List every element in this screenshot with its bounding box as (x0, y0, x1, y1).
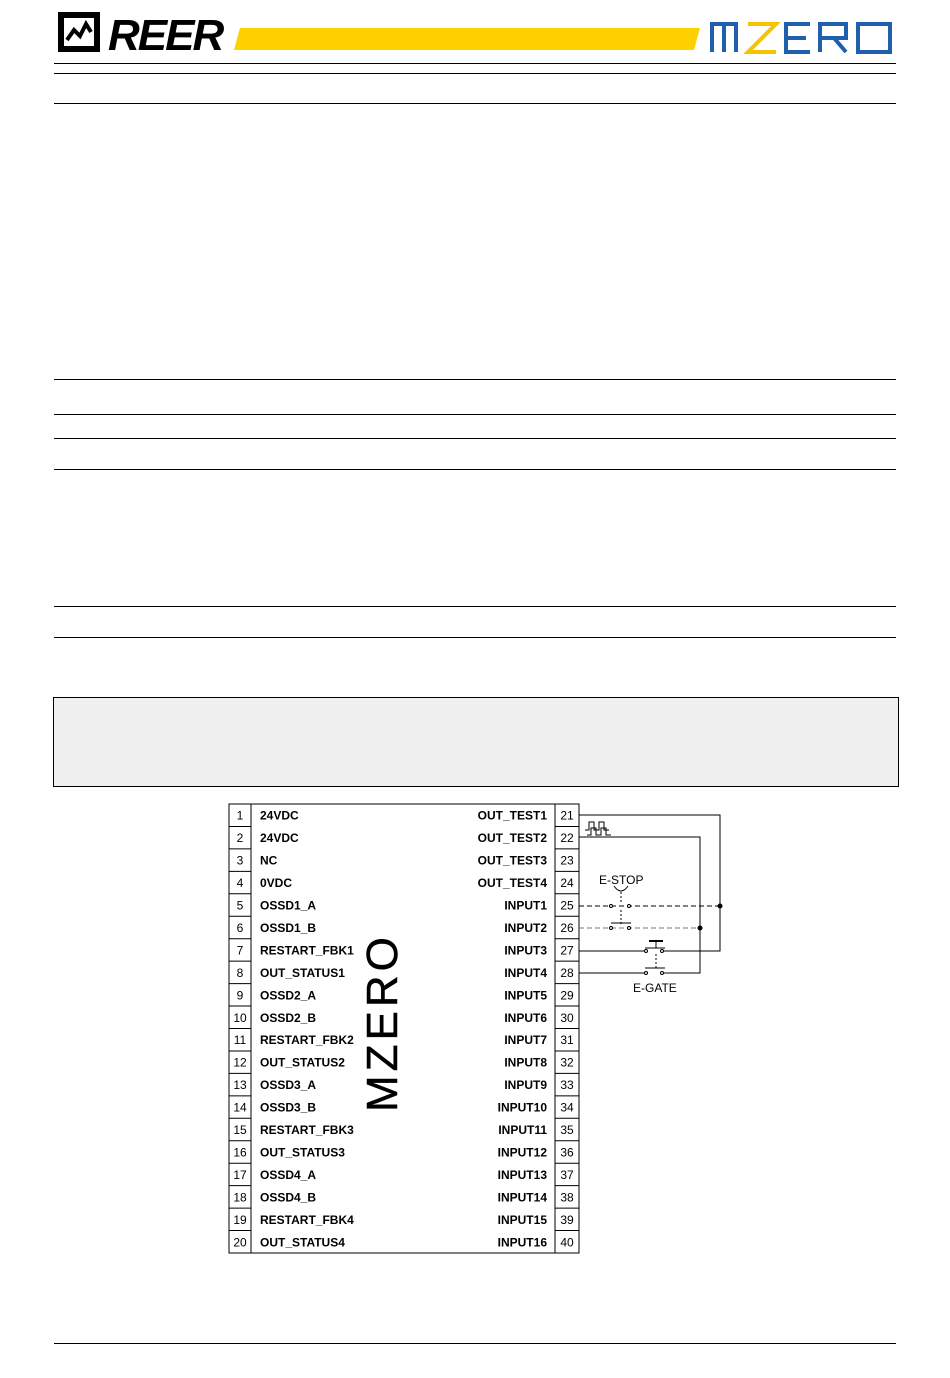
terminal-label: INPUT5 (504, 988, 547, 1003)
note-box (53, 697, 899, 787)
terminal-number: 36 (560, 1145, 574, 1160)
terminal-number: 31 (560, 1033, 574, 1048)
terminal-number: 27 (560, 943, 574, 958)
terminal-label: OUT_TEST1 (477, 808, 547, 823)
egate-label: E-GATE (633, 981, 677, 995)
junction-dot (698, 926, 703, 931)
terminal-label: 0VDC (260, 876, 293, 891)
header-band (234, 28, 700, 50)
terminal-number: 28 (560, 965, 574, 980)
terminal-label: OSSD2_A (260, 988, 317, 1003)
terminal-number: 10 (233, 1010, 247, 1025)
terminal-label: 24VDC (260, 808, 299, 823)
terminal-label: INPUT12 (497, 1145, 547, 1160)
terminal-number: 16 (233, 1145, 247, 1160)
terminal-number: 32 (560, 1055, 574, 1070)
terminal-label: RESTART_FBK2 (260, 1033, 354, 1048)
terminal-label: OUT_STATUS4 (260, 1235, 345, 1250)
table-rule (54, 469, 896, 470)
terminal-label: OUT_STATUS2 (260, 1055, 345, 1070)
footer-rule (54, 1343, 896, 1344)
egate-switch-icon (645, 941, 666, 975)
terminal-number: 29 (560, 988, 574, 1003)
junction-dot (718, 904, 723, 909)
terminal-number: 1 (236, 808, 244, 823)
wiring-diagram (225, 800, 735, 1260)
terminal-number: 11 (233, 1033, 247, 1048)
terminal-number: 7 (236, 943, 244, 958)
table-rule (54, 438, 896, 439)
header-rule-bottom (54, 73, 896, 74)
terminal-number: 15 (233, 1123, 247, 1138)
terminal-label: INPUT15 (497, 1212, 547, 1227)
terminal-label: OSSD4_A (260, 1167, 317, 1182)
terminal-number: 17 (233, 1167, 247, 1182)
terminal-label: INPUT10 (497, 1100, 547, 1115)
terminal-label: INPUT8 (504, 1055, 547, 1070)
terminal-label: OSSD1_A (260, 898, 317, 913)
mzero-vertical-logo (358, 933, 407, 1112)
wire-out-test2 (579, 837, 700, 973)
terminal-label: RESTART_FBK3 (260, 1123, 354, 1138)
terminal-label: INPUT9 (504, 1078, 547, 1093)
terminal-label: INPUT2 (504, 920, 547, 935)
table-rule (54, 103, 896, 104)
terminal-label: INPUT7 (504, 1033, 547, 1048)
terminal-label: INPUT14 (497, 1190, 547, 1205)
terminal-number: 39 (560, 1212, 574, 1227)
terminal-number: 30 (560, 1010, 574, 1025)
terminal-number: 19 (233, 1212, 247, 1227)
terminal-label: INPUT4 (504, 965, 547, 980)
mzero-logo (706, 18, 896, 56)
device-name: MZERO (358, 933, 407, 1112)
terminal-label: OUT_STATUS3 (260, 1145, 345, 1160)
terminal-number: 23 (560, 853, 574, 868)
terminal-number: 40 (560, 1235, 574, 1250)
terminal-label: OUT_TEST4 (477, 876, 547, 891)
terminal-number: 22 (560, 831, 574, 846)
terminal-label: INPUT16 (497, 1235, 547, 1250)
brand-logo-text: REER (108, 11, 223, 56)
terminal-label: 24VDC (260, 831, 299, 846)
terminal-number: 8 (236, 965, 244, 980)
table-rule (54, 637, 896, 638)
terminal-number: 4 (236, 876, 244, 891)
terminal-number: 5 (236, 898, 244, 913)
terminal-label: OUT_TEST3 (477, 853, 547, 868)
terminal-number: 12 (233, 1055, 247, 1070)
terminal-number: 33 (560, 1078, 574, 1093)
pulse-signal-icon (585, 822, 609, 830)
terminal-number: 18 (233, 1190, 247, 1205)
terminal-label: INPUT13 (497, 1167, 547, 1182)
terminal-label: INPUT6 (504, 1010, 547, 1025)
terminal-number: 6 (236, 920, 244, 935)
terminal-number: 34 (560, 1100, 574, 1115)
terminal-label: INPUT1 (504, 898, 547, 913)
header-rule-top (54, 63, 896, 64)
table-rule (54, 606, 896, 607)
terminal-label: OUT_STATUS1 (260, 965, 345, 980)
terminal-number: 38 (560, 1190, 574, 1205)
terminal-number: 37 (560, 1167, 574, 1182)
terminal-label: OSSD1_B (260, 920, 317, 935)
terminal-number: 3 (236, 853, 244, 868)
terminal-label: OSSD3_B (260, 1100, 317, 1115)
table-rule (54, 414, 896, 415)
terminal-label: NC (260, 853, 278, 868)
terminal-label: OSSD3_A (260, 1078, 317, 1093)
terminal-number: 25 (560, 898, 574, 913)
terminal-label: RESTART_FBK4 (260, 1212, 354, 1227)
estop-label: E-STOP (599, 873, 644, 887)
terminal-label: OSSD2_B (260, 1010, 317, 1025)
terminal-number: 13 (233, 1078, 247, 1093)
terminal-number: 24 (560, 876, 574, 891)
terminal-number: 21 (560, 808, 574, 823)
terminal-label: OUT_TEST2 (477, 831, 547, 846)
terminal-label: RESTART_FBK1 (260, 943, 354, 958)
terminal-label: OSSD4_B (260, 1190, 317, 1205)
table-rule (54, 379, 896, 380)
estop-switch-icon (610, 886, 632, 930)
terminal-number: 26 (560, 920, 574, 935)
terminal-number: 9 (236, 988, 244, 1003)
reer-logo (56, 8, 236, 56)
terminal-number: 20 (233, 1235, 247, 1250)
terminal-number: 35 (560, 1123, 574, 1138)
wiring (579, 815, 720, 973)
terminal-number: 14 (233, 1100, 247, 1115)
terminal-label: INPUT3 (504, 943, 547, 958)
terminal-label: INPUT11 (498, 1123, 547, 1138)
terminal-number: 2 (236, 831, 244, 846)
